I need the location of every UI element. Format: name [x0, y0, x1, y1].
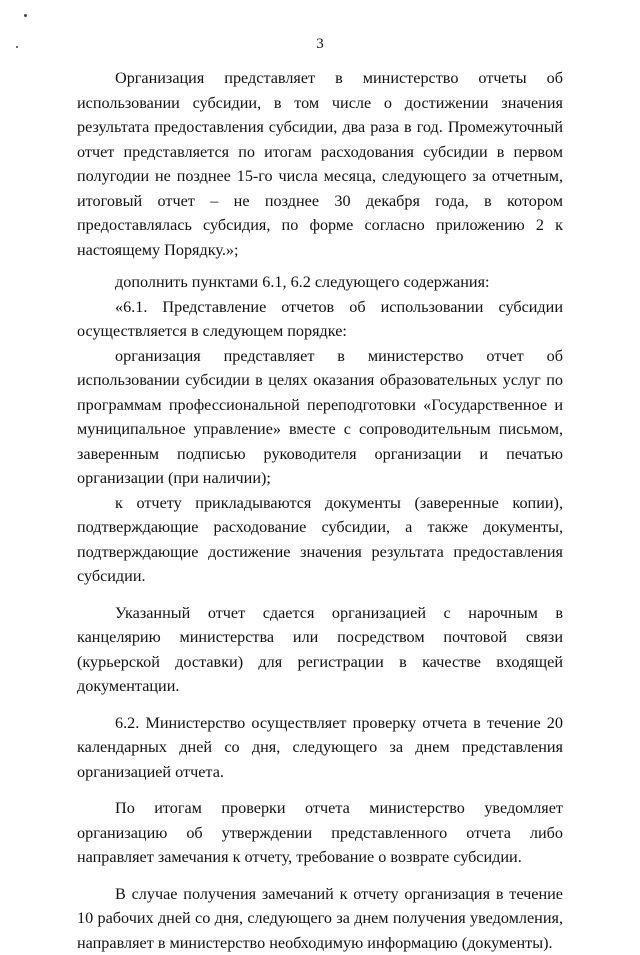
paragraph-6-1-heading: «6.1. Представление отчетов об использовании субсидии осуществляется в следующем порядке:: [77, 295, 563, 344]
paragraph-6-1-submission: Указанный отчет сдается организацией с нарочным в канцелярию министерства или посредством почтовой связи (курьерской доставки) для регистрации в качестве входящей документации.: [77, 601, 563, 699]
document-body: [77, 66, 563, 955]
paragraph-6-2-check: 6.2. Министерство осуществляет проверку отчета в течение 20 календарных дней со дня, следующего за днем представления организацией отчета.: [77, 711, 563, 785]
paragraph-6-1-report: организация представляет в министерство отчет об использовании субсидии в целях оказания образовательных услуг по программам профессиональной переподготовки «Государственное и муниципальное управление» вместе с сопроводительным письмом, заверенным подписью руководителя организации и печатью организации (при наличии);: [77, 344, 563, 491]
paragraph-6-2-result: По итогам проверки отчета министерство уведомляет организацию об утверждении представленного отчета либо направляет замечания к отчету, требование о возврате субсидии.: [77, 796, 563, 870]
paragraph-6-2-remarks: В случае получения замечаний к отчету организация в течение 10 рабочих дней со дня, следующего за днем получения уведомления, направляет в министерство необходимую информацию (документы).: [77, 882, 563, 955]
paragraph-amendment-intro: дополнить пунктами 6.1, 6.2 следующего содержания:: [77, 270, 563, 295]
paragraph-reporting: Организация представляет в министерство отчеты об использовании субсидии, в том числе о достижении значения результата предоставления субсидии, два раза в год. Промежуточный отчет представляется по итогам расходования субсидии в первом полугодии не позднее 15-го числа месяца, следующего за отчетным, итоговый отчет – не позднее 30 декабря года, в котором предоставлялась субсидия, по форме согласно приложению 2 к настоящему Порядку.»;: [77, 66, 563, 262]
paragraph-6-1-attachments: к отчету прикладываются документы (заверенные копии), подтверждающие расходование субсидии, а также документы, подтверждающие достижение значения результата предоставления субсидии.: [77, 491, 563, 589]
scan-speck: [24, 14, 27, 17]
page-number: 3: [0, 35, 640, 53]
